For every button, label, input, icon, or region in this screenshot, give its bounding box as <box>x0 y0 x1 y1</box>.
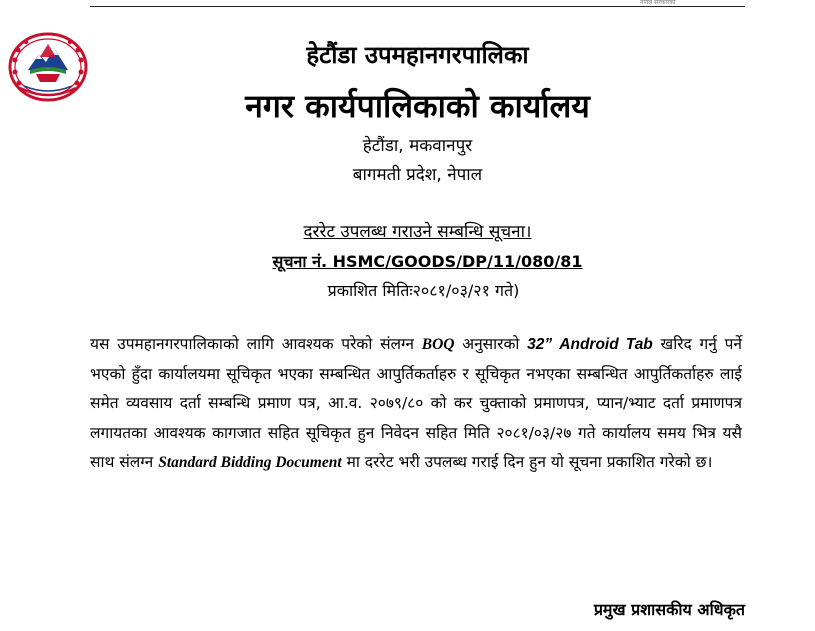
notice-number: सूचना नं. HSMC/GOODS/DP/11/080/81 <box>272 252 583 271</box>
top-rule <box>90 6 745 7</box>
address-line2: बागमती प्रदेश, नेपाल <box>352 165 483 185</box>
notice-body <box>90 330 742 478</box>
body-part1: यस उपमहानगरपालिकाको लागि आवश्यक परेको संलग्न <box>90 335 422 353</box>
office-name: नगर कार्यपालिकाको कार्यालय <box>245 87 590 125</box>
published-date: प्रकाशित मितिः२०८१/०३/२१ गते) <box>327 281 520 300</box>
boq-term: BOQ <box>421 336 455 353</box>
address-line1: हेटौंडा, मकवानपुर <box>362 136 473 156</box>
city-name: हेटौंडा उपमहानगरपालिका <box>306 41 529 69</box>
signatory-title: प्रमुख प्रशासकीय अधिकृत <box>593 600 745 619</box>
body-part3: खरिद गर्नु पर्ने भएको हुँदा कार्यालयमा सूचिकृत भएका सम्बन्धित आपुर्तिकर्ताहरु र सूचिकृत नभएका सम्बन्धित आपुर्तिकर्ताहरु लाई समेत व्यवसाय दर्ता सम्बन्धि प्रमाण पत्र, आ.व. २०७९/८० को कर चुक्ताको प्रमाणपत्र, प्यान/भ्याट दर्ता प्रमाणपत्र लगायतका आवश्यक कागजात सहित सूचिकृत हुन निवेदन सहित मिति २०८१/०३/२७ गते कार्यालय समय भित्र यसै साथ संलग्न <box>90 335 742 471</box>
body-part2: अनुसारको <box>454 335 528 353</box>
sbd-term: Standard Bidding Document <box>158 454 342 471</box>
notice-title: दररेट उपलब्ध गराउने सम्बन्धि सूचना। <box>303 222 532 242</box>
item-name: 32” Android Tab <box>527 336 653 353</box>
top-corner-text: नेपाल सरकारको <box>640 0 676 6</box>
body-part4: मा दररेट भरी उपलब्ध गराई दिन हुन यो सूचना प्रकाशित गरेको छ। <box>341 453 713 471</box>
